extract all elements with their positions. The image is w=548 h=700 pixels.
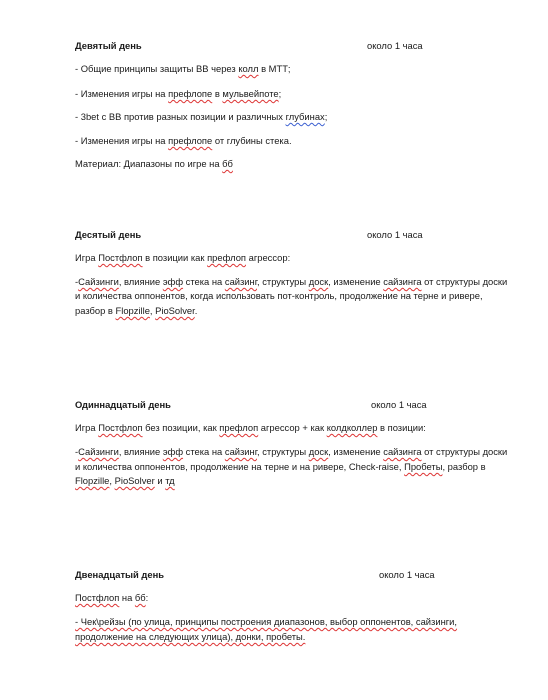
day-11-line-4: Flopzille, PioSolver и тд <box>75 475 175 486</box>
day-9-title: Девятый день <box>75 40 142 51</box>
day-9-line-4: - Изменения игры на префлопе от глубины стека. <box>75 135 292 146</box>
day-9-line-2: - Изменения игры на префлопе в мульвейпоте; <box>75 88 282 99</box>
day-10-line-3: и количества оппонентов, когда использовать пот-контроль, продолжение на терне и ривере, <box>75 290 483 301</box>
day-11-time: около 1 часа <box>371 399 427 410</box>
day-9-time: около 1 часа <box>367 40 423 51</box>
day-11-line-2: -Сайзинги, влияние эфф стека на сайзинг, структуры доск, изменение сайзинга от структуры доски <box>75 446 508 457</box>
day-11-line-3: и количества оппонентов, продолжение на терне и на ривере, Check-raise, Пробеты, разбор в <box>75 461 486 472</box>
day-12-line-1: Постфлоп на бб: <box>75 592 149 603</box>
day-9-material: Материал: Диапазоны по игре на бб <box>75 158 233 169</box>
day-12-title: Двенадцатый день <box>75 569 165 580</box>
day-9-line-1: - Общие принципы защиты ВВ через колл в МТТ; <box>75 63 291 74</box>
day-11-line-1: Игра Постфлоп без позиции, как префлоп агрессор + как колдколлер в позиции: <box>75 422 426 433</box>
day-12-line-2: - Чек\рейзы (по улица, принципы построения диапазонов, выбор оппонентов, сайзинги, <box>75 616 458 627</box>
day-12-time: около 1 часа <box>379 569 435 580</box>
day-10-title: Десятый день <box>75 229 142 240</box>
day-10-line-1: Игра Постфлоп в позиции как префлоп агрессор: <box>75 252 291 263</box>
day-11-title: Одиннадцатый день <box>75 399 171 410</box>
day-10-line-4: разбор в Flopzille, PioSolver. <box>75 305 198 316</box>
day-10-line-2: -Сайзинги, влияние эфф стека на сайзинг, структуры доск, изменение сайзинга от структуры доски <box>75 276 508 287</box>
day-10-time: около 1 часа <box>367 229 423 240</box>
day-9-line-3: - 3bet с ВВ против разных позиции и различных глубинах; <box>75 111 328 122</box>
day-12-line-3: продолжение на следующих улица), донки, пробеты. <box>75 631 306 642</box>
